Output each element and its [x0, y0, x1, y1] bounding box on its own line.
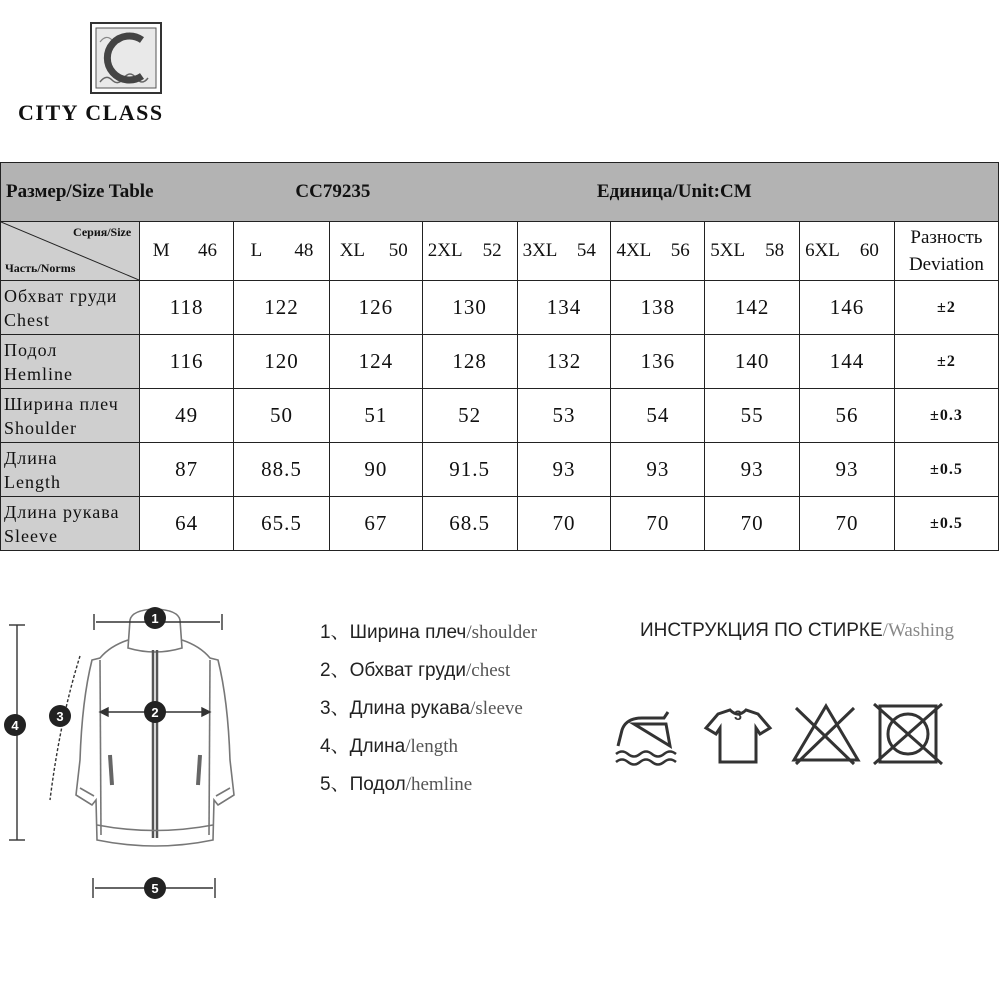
table-row [1, 443, 999, 497]
deviation-cell: ±0.3 [894, 389, 998, 443]
legend-item: 3、Длина рукава/sleeve [320, 698, 523, 719]
table-title: Размер/Size Table [6, 181, 154, 202]
table-cell: 144 [800, 335, 895, 389]
table-cell: 126 [329, 281, 422, 335]
table-cell: 55 [705, 389, 800, 443]
table-cell: 116 [140, 335, 234, 389]
table-body [1, 281, 999, 551]
model-number: CC79235 [295, 181, 371, 202]
deviation-cell: ±0.5 [894, 443, 998, 497]
table-cell: 64 [140, 497, 234, 551]
size-letter: M [140, 222, 182, 281]
table-cell: 90 [329, 443, 422, 497]
table-cell: 130 [422, 281, 517, 335]
table-cell: 68.5 [422, 497, 517, 551]
table-cell: 52 [422, 389, 517, 443]
coat-diagram [0, 600, 245, 900]
table-cell: 70 [517, 497, 611, 551]
no-tumble-dry-icon [870, 700, 946, 768]
row-label-en: Chest [4, 309, 51, 330]
size-header-row [1, 222, 999, 281]
table-cell: 120 [234, 335, 330, 389]
marker-1: 1 [151, 611, 159, 626]
row-label-ru: Длина [4, 447, 58, 468]
table-row [1, 335, 999, 389]
size-table [0, 162, 999, 551]
size-number: 54 [562, 222, 611, 281]
table-cell: 93 [611, 443, 705, 497]
size-letter: 6XL [800, 222, 845, 281]
deviation-label-en: Deviation [908, 254, 984, 275]
size-number: 60 [845, 222, 894, 281]
row-label [1, 281, 140, 335]
table-cell: 122 [234, 281, 330, 335]
measure-lines [9, 614, 222, 898]
marker-5: 5 [151, 881, 159, 896]
row-label [1, 497, 140, 551]
table-cell: 134 [517, 281, 611, 335]
size-number: 46 [182, 222, 233, 281]
deviation-cell: ±2 [894, 335, 998, 389]
size-letter: 5XL [705, 222, 750, 281]
table-title-row [1, 163, 999, 222]
unit-label: Единица/Unit:CM [596, 181, 752, 202]
table-cell: 67 [329, 497, 422, 551]
parts-label: Часть/Norms [5, 261, 76, 275]
row-label-en: Length [4, 471, 61, 492]
size-norms-corner [1, 222, 140, 281]
coat-outline [76, 609, 234, 846]
brand-name: CITY CLASS [18, 100, 164, 125]
legend-item: 1、Ширина плеч/shoulder [320, 622, 538, 643]
table-cell: 93 [705, 443, 800, 497]
table-row [1, 389, 999, 443]
size-number: 50 [375, 222, 422, 281]
city-class-logo [90, 22, 162, 94]
table-cell: 70 [705, 497, 800, 551]
table-cell: 91.5 [422, 443, 517, 497]
table-cell: 138 [611, 281, 705, 335]
table-cell: 128 [422, 335, 517, 389]
size-letter: 2XL [422, 222, 467, 281]
legend-item: 4、Длина/length [320, 736, 458, 757]
row-label [1, 443, 140, 497]
table-cell: 70 [611, 497, 705, 551]
measurement-legend [320, 618, 537, 808]
table-cell: 118 [140, 281, 234, 335]
row-label-ru: Обхват груди [4, 285, 118, 306]
table-cell: 88.5 [234, 443, 330, 497]
table-cell: 51 [329, 389, 422, 443]
size-number: 52 [468, 222, 517, 281]
table-cell: 142 [705, 281, 800, 335]
size-number: 48 [279, 222, 330, 281]
table-cell: 140 [705, 335, 800, 389]
deviation-cell: ±2 [894, 281, 998, 335]
size-letter: 4XL [611, 222, 656, 281]
table-row [1, 497, 999, 551]
table-cell: 124 [329, 335, 422, 389]
row-label [1, 335, 140, 389]
table-row [1, 281, 999, 335]
row-label-en: Hemline [4, 363, 73, 384]
table-cell: 56 [800, 389, 895, 443]
deviation-header [894, 222, 998, 281]
table-cell: 146 [800, 281, 895, 335]
legend-item: 2、Обхват груди/chest [320, 660, 511, 681]
washing-title: ИНСТРУКЦИЯ ПО СТИРКЕ/Washing [640, 620, 954, 641]
table-cell: 87 [140, 443, 234, 497]
row-label-ru: Подол [4, 339, 58, 360]
size-number: 58 [750, 222, 799, 281]
row-label-ru: Длина рукава [4, 501, 120, 522]
deviation-label-ru: Разность [910, 227, 983, 248]
table-cell: 93 [517, 443, 611, 497]
size-label: Серия/Size [73, 225, 132, 239]
size-letter: XL [329, 222, 374, 281]
row-label-en: Sleeve [4, 525, 58, 546]
table-cell: 136 [611, 335, 705, 389]
size-number: 56 [656, 222, 704, 281]
iron-icon [612, 700, 688, 768]
row-label-ru: Ширина плеч [4, 393, 119, 414]
row-label-en: Shoulder [4, 417, 77, 438]
table-cell: 70 [800, 497, 895, 551]
no-bleach-icon [788, 700, 864, 768]
marker-2: 2 [151, 705, 159, 720]
deviation-cell: ±0.5 [894, 497, 998, 551]
row-label [1, 389, 140, 443]
marker-4: 4 [11, 718, 19, 733]
svg-text:3: 3 [734, 707, 742, 723]
legend-item: 5、Подол/hemline [320, 774, 473, 795]
hand-wash-icon [700, 700, 776, 768]
table-cell: 50 [234, 389, 330, 443]
size-letter: L [234, 222, 279, 281]
table-cell: 65.5 [234, 497, 330, 551]
table-cell: 132 [517, 335, 611, 389]
table-cell: 49 [140, 389, 234, 443]
size-letter: 3XL [517, 222, 562, 281]
table-cell: 93 [800, 443, 895, 497]
table-cell: 54 [611, 389, 705, 443]
table-cell: 53 [517, 389, 611, 443]
marker-3: 3 [56, 709, 64, 724]
